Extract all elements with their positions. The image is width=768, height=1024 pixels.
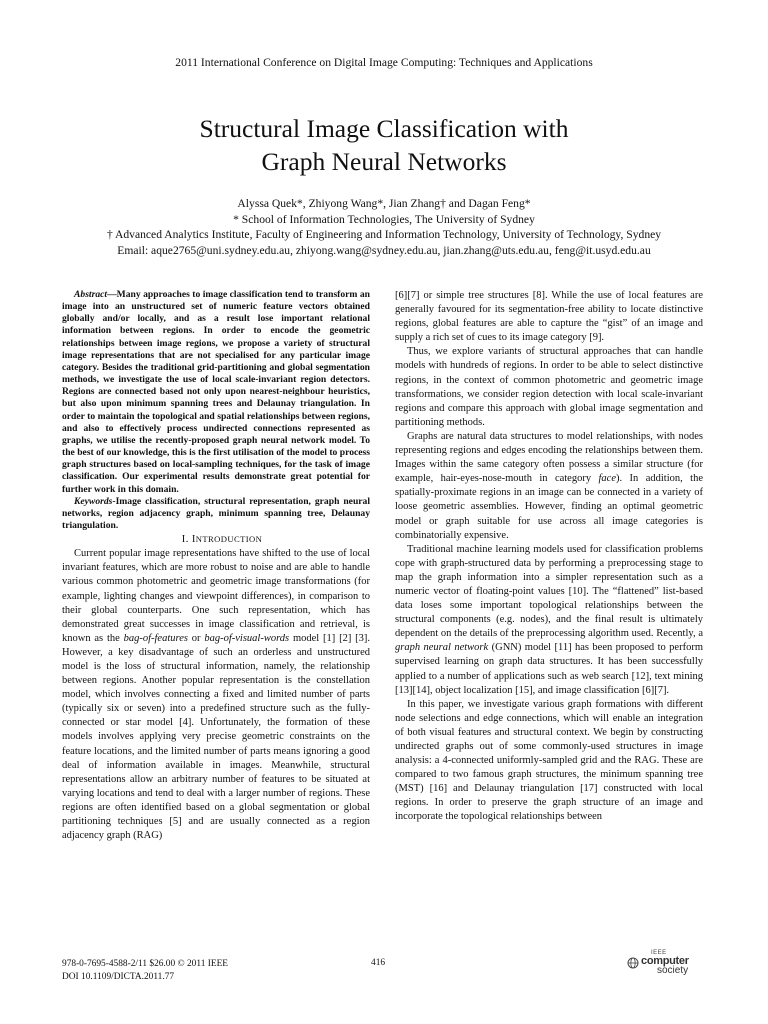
keywords-label: Keywords (74, 495, 113, 507)
ieee-computer-society-logo (627, 950, 707, 980)
left-column (62, 289, 370, 843)
logo-ieee-text: IEEE (651, 950, 667, 956)
intro-paragraph-5: In this paper, we investigate various graph formations with different node selections and edge connections, which will enable an integration of both visual features and structural context. We begin by constructing undirected graphs out of some commonly-used structures in image analysis: a 4-connected uniformly-sampled grid and the RAG. These are compared to two famous graph structures, the minimum spanning tree (MST) [16] and Delaunay triangulation [17] constructed with local regions. In order to preserve the graph structure of an image and incorporate the topological relationships between (395, 698, 703, 823)
footer-doi: DOI 10.1109/DICTA.2011.77 (62, 972, 175, 982)
section-heading-introduction: I. INTRODUCTION (181, 534, 263, 546)
affiliation-1: * School of Information Technologies, The University of Sydney (233, 212, 535, 226)
intro-paragraph-4: Traditional machine learning models used for classification problems cope with graph-structured data by performing a preprocessing stage to map the graph information into a simpler representation such as a numeric vector of floating-point values [10]. The “flattened” list-based data loses some important topological relationships between the structural components (e.g. nodes), and the final result is ultimately dependent on the details of the preprocessing algorithm used. Recently, a graph neural network (GNN) model [11] has been proposed to perform supervised learning on graph data structures. It has been successfully applied to a number of applications such as web search [12], text mining [13][14], object localization [15], and image classification [6][7]. (395, 543, 703, 696)
keywords-text: -Image classification, structural representation, graph neural networks, region adjacency graph, minimum spanning tree, Delaunay triangulation. (62, 495, 370, 531)
logo-society-text: society (657, 965, 689, 976)
intro-paragraph-1: Current popular image representations have shifted to the use of local invariant features, which are more robust to noise and are able to handle various common photometric and geometric image transformations (for example, lighting changes and viewpoint differences), in comparison to their global counterparts. One such representation, which has demonstrated great successes in image classification and retrieval, is known as the bag-of-features or bag-of-visual-words model [1] [2] [3]. However, a key disadvantage of such an orderless and unstructured model is the loss of structural information, namely, the relationship between regions. Another popular representation is the constellation model, which involves connecting a fixed and limited number of parts (typically six or seven) into a predefined structure such as the fully-connected or star model [4]. Unfortunately, the formation of these models involves applying very precise geometric constraints on the feature locations, and the limited number of parts means ignoring a good deal of information available in images. Meanwhile, structural representations allow an arbitrary number of features to be situated at varying locations and tend to deal with a larger number of regions. These regions are often identified based on a global segmentation or global partitioning techniques [5] and are usually connected as a region adjacency graph (RAG) (62, 548, 370, 842)
abstract (62, 289, 370, 496)
right-column (395, 289, 703, 825)
author-emails: Email: aque2765@uni.sydney.edu.au, zhiyong.wang@sydney.edu.au, jian.zhang@uts.edu.au, feng@it.usyd.edu.au (117, 243, 651, 257)
intro-paragraph-3: Graphs are natural data structures to model relationships, with nodes representing regions and edges encoding the relationships between them. Images within the same category often possess a similar structure (for example, hair-eyes-nose-mouth in category face). In addition, the spatially-proximate regions in an image can be connected in a variety of loose geometric assemblies. However, finding an optimal geometric model or graph suitable for use across all image categories is combinatorially expensive. (395, 430, 703, 541)
paper-title-line-1: Structural Image Classification with (199, 114, 569, 143)
affiliation-2: † Advanced Analytics Institute, Faculty of Engineering and Information Technology, University of Technology, Sydney (106, 228, 662, 241)
author-block (40, 196, 728, 258)
page-number: 416 (371, 958, 386, 968)
conference-header: 2011 International Conference on Digital Image Computing: Techniques and Applications (175, 56, 593, 69)
author-names: Alyssa Quek*, Zhiyong Wang*, Jian Zhang† and Dagan Feng* (237, 197, 531, 210)
keywords (62, 496, 370, 532)
globe-icon (627, 957, 639, 969)
paper-title-line-2: Graph Neural Networks (261, 147, 507, 176)
footer-isbn: 978-0-7695-4588-2/11 $26.00 © 2011 IEEE (62, 959, 229, 969)
intro-paragraph-2: Thus, we explore variants of structural approaches that can handle models with hundreds of regions. In order to be able to select distinctive regions, in the context of common photometric and geometric image transformations, we consider region detection with local scale-invariant regions and compare this approach with global image segmentation and partitioning methods. (395, 346, 703, 428)
abstract-label: Abstract (74, 289, 108, 300)
abstract-text: —Many approaches to image classification tend to transform an image into an unstructured set of numeric feature vectors obtained globally and/or locally, and as a result lose important relational information between regions. In order to encode the geometric relationships between image regions, we propose a variety of structural image representations that are not specialised for any particular image category. Besides the traditional grid-partitioning and global segmentation methods, we investigate the use of local scale-invariant region detectors. Regions are connected based not only upon nearest-neighbour heuristics, but also upon minimum spanning trees and Delaunay triangulation. In order to maintain the topological and spatial relationships between regions, and also to effectively process undirected connections represented as graphs, we utilise the recently-proposed graph neural network model. To the best of our knowledge, this is the first utilisation of the model to process graph structures based on local-sampling techniques, for the task of image classification. Our experimental results demonstrate great potential for further work in this domain. (62, 289, 370, 495)
paper-title (60, 112, 708, 178)
logo-computer-text: computer (641, 955, 689, 967)
intro-paragraph-1-cont: [6][7] or simple tree structures [8]. While the use of local features are generally favoured for its segmentation-free ability to locate distinctive regions, global features are able to capture the “gist” of an image and supply a rich set of cues to its image category [9]. (395, 290, 703, 344)
footer-left (62, 958, 228, 984)
